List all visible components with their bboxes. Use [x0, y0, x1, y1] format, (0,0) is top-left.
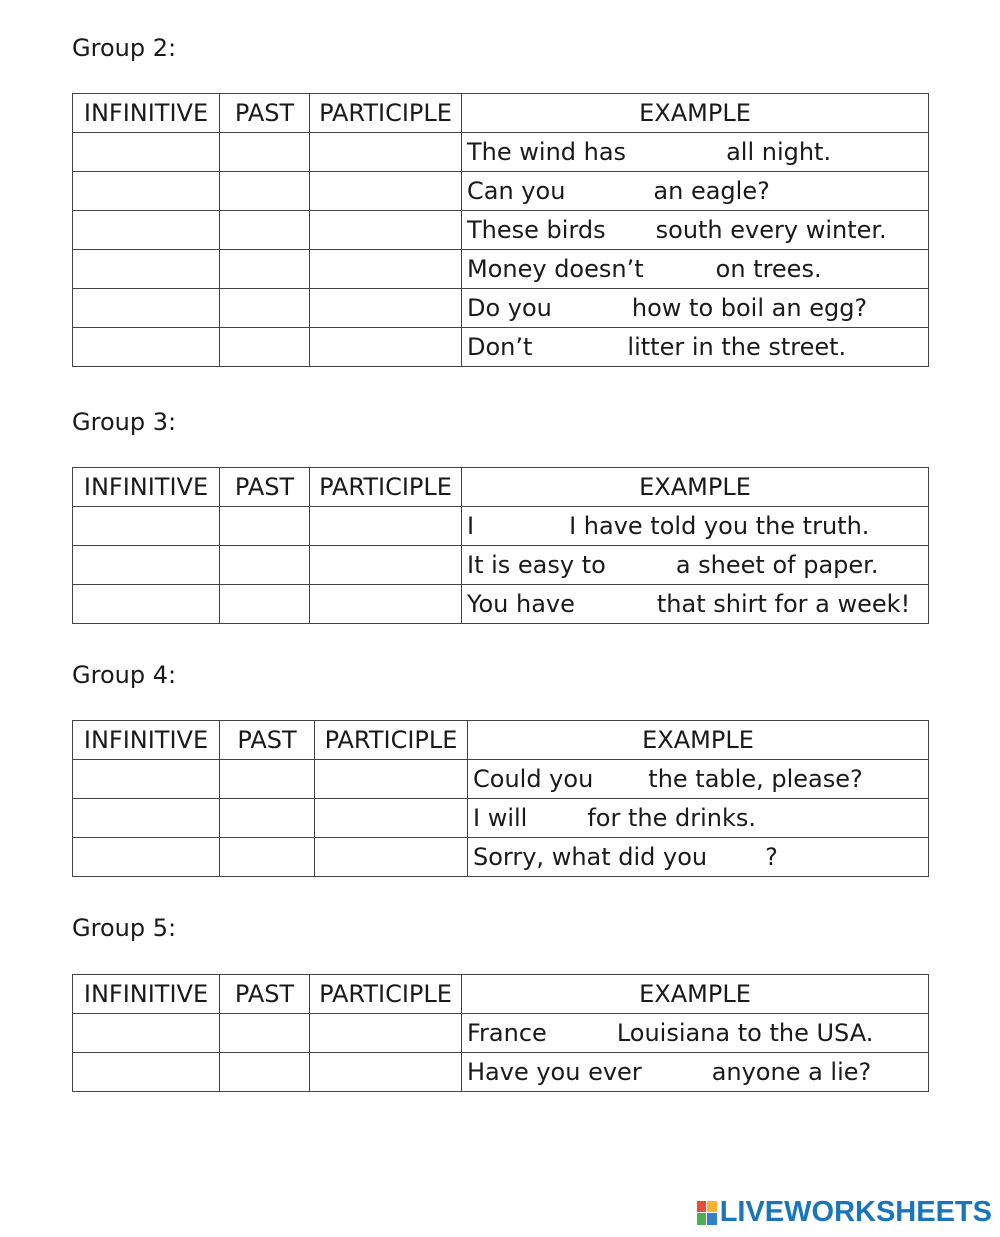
participle-answer-cell[interactable] [310, 1053, 462, 1092]
table-row [73, 133, 929, 172]
example-sentence: Do you how to boil an egg? [462, 289, 929, 328]
table-row [73, 328, 929, 367]
infinitive-answer-cell[interactable] [73, 585, 220, 624]
table-row [73, 760, 929, 799]
header-infinitive: INFINITIVE [73, 975, 220, 1014]
table-row [73, 289, 929, 328]
past-answer-cell[interactable] [220, 289, 310, 328]
past-answer-cell[interactable] [220, 328, 310, 367]
infinitive-answer-cell[interactable] [73, 507, 220, 546]
example-sentence: Money doesn’t on trees. [462, 250, 929, 289]
header-past: PAST [220, 94, 310, 133]
header-row [73, 468, 929, 507]
infinitive-answer-cell[interactable] [73, 172, 220, 211]
group-4-title: Group 4: [72, 661, 177, 689]
table-row [73, 799, 929, 838]
past-answer-cell[interactable] [220, 172, 310, 211]
group-5-table [72, 974, 929, 1092]
example-sentence: France Louisiana to the USA. [462, 1014, 929, 1053]
table-row [73, 838, 929, 877]
table-row [73, 250, 929, 289]
header-row [73, 94, 929, 133]
past-answer-cell[interactable] [220, 799, 315, 838]
participle-answer-cell[interactable] [310, 250, 462, 289]
header-infinitive: INFINITIVE [73, 721, 220, 760]
table-row [73, 585, 929, 624]
example-sentence: I I have told you the truth. [462, 507, 929, 546]
past-answer-cell[interactable] [220, 838, 315, 877]
liveworksheets-logo [697, 1196, 992, 1229]
participle-answer-cell[interactable] [310, 328, 462, 367]
group-2-title: Group 2: [72, 34, 177, 62]
header-past: PAST [220, 721, 315, 760]
header-row [73, 975, 929, 1014]
group-3-table [72, 467, 929, 624]
participle-answer-cell[interactable] [310, 1014, 462, 1053]
past-answer-cell[interactable] [220, 585, 310, 624]
header-past: PAST [220, 975, 310, 1014]
infinitive-answer-cell[interactable] [73, 799, 220, 838]
header-row [73, 721, 929, 760]
table-row [73, 1014, 929, 1053]
past-answer-cell[interactable] [220, 211, 310, 250]
header-participle: PARTICIPLE [310, 975, 462, 1014]
infinitive-answer-cell[interactable] [73, 760, 220, 799]
infinitive-answer-cell[interactable] [73, 1053, 220, 1092]
header-past: PAST [220, 468, 310, 507]
header-infinitive: INFINITIVE [73, 468, 220, 507]
participle-answer-cell[interactable] [315, 799, 468, 838]
group-4-table [72, 720, 929, 877]
past-answer-cell[interactable] [220, 250, 310, 289]
group-2-table [72, 93, 929, 367]
infinitive-answer-cell[interactable] [73, 289, 220, 328]
liveworksheets-logo-text: LIVEWORKSHEETS [719, 1196, 992, 1228]
example-sentence: Don’t litter in the street. [462, 328, 929, 367]
past-answer-cell[interactable] [220, 507, 310, 546]
header-infinitive: INFINITIVE [73, 94, 220, 133]
participle-answer-cell[interactable] [315, 838, 468, 877]
infinitive-answer-cell[interactable] [73, 328, 220, 367]
infinitive-answer-cell[interactable] [73, 546, 220, 585]
past-answer-cell[interactable] [220, 1014, 310, 1053]
participle-answer-cell[interactable] [315, 760, 468, 799]
header-participle: PARTICIPLE [310, 94, 462, 133]
past-answer-cell[interactable] [220, 760, 315, 799]
participle-answer-cell[interactable] [310, 172, 462, 211]
group-5-title: Group 5: [72, 914, 177, 942]
past-answer-cell[interactable] [220, 546, 310, 585]
example-sentence: Can you an eagle? [462, 172, 929, 211]
header-participle: PARTICIPLE [315, 721, 468, 760]
participle-answer-cell[interactable] [310, 211, 462, 250]
infinitive-answer-cell[interactable] [73, 133, 220, 172]
table-row [73, 1053, 929, 1092]
participle-answer-cell[interactable] [310, 133, 462, 172]
liveworksheets-logo-icon [697, 1201, 717, 1225]
header-example: EXAMPLE [462, 468, 929, 507]
table-row [73, 546, 929, 585]
infinitive-answer-cell[interactable] [73, 1014, 220, 1053]
header-example: EXAMPLE [462, 975, 929, 1014]
infinitive-answer-cell[interactable] [73, 838, 220, 877]
participle-answer-cell[interactable] [310, 585, 462, 624]
header-example: EXAMPLE [462, 94, 929, 133]
example-sentence: You have that shirt for a week! [462, 585, 929, 624]
example-sentence: Could you the table, please? [468, 760, 929, 799]
group-3-title: Group 3: [72, 408, 177, 436]
table-row [73, 172, 929, 211]
participle-answer-cell[interactable] [310, 289, 462, 328]
participle-answer-cell[interactable] [310, 507, 462, 546]
example-sentence: The wind has all night. [462, 133, 929, 172]
table-row [73, 507, 929, 546]
header-participle: PARTICIPLE [310, 468, 462, 507]
example-sentence: I will for the drinks. [468, 799, 929, 838]
example-sentence: Sorry, what did you ? [468, 838, 929, 877]
example-sentence: Have you ever anyone a lie? [462, 1053, 929, 1092]
header-example: EXAMPLE [468, 721, 929, 760]
infinitive-answer-cell[interactable] [73, 250, 220, 289]
example-sentence: These birds south every winter. [462, 211, 929, 250]
past-answer-cell[interactable] [220, 1053, 310, 1092]
participle-answer-cell[interactable] [310, 546, 462, 585]
example-sentence: It is easy to a sheet of paper. [462, 546, 929, 585]
table-row [73, 211, 929, 250]
infinitive-answer-cell[interactable] [73, 211, 220, 250]
past-answer-cell[interactable] [220, 133, 310, 172]
